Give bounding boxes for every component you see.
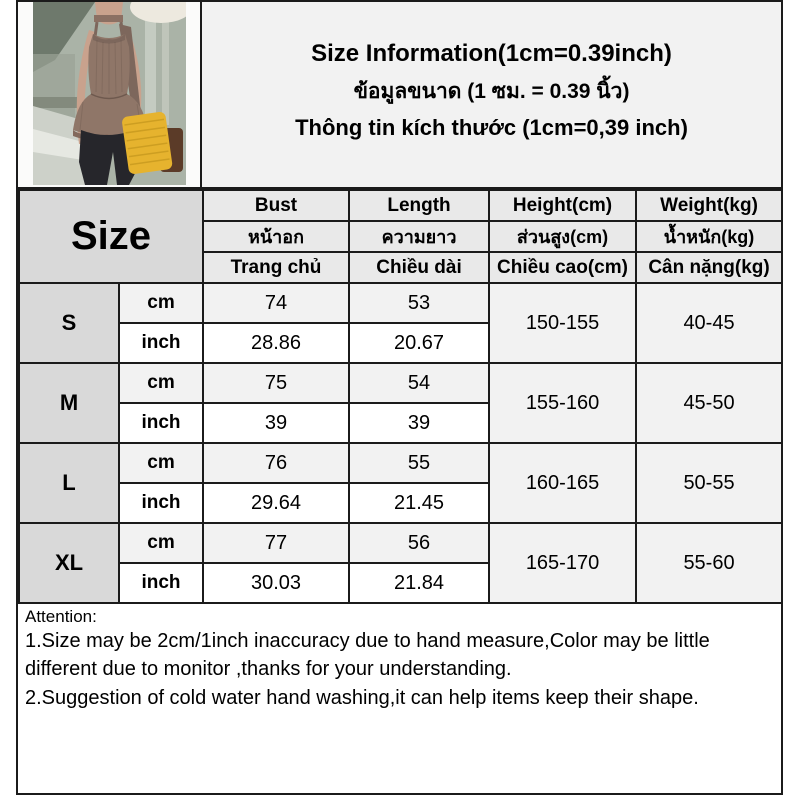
header-length-en: Length (349, 190, 489, 221)
header-height-en: Height(cm) (489, 190, 636, 221)
unit-cm: cm (119, 283, 203, 323)
attention-section (18, 604, 781, 793)
height-range-l: 160-165 (489, 443, 636, 523)
table-row (19, 283, 782, 323)
attention-note-2: 2.Suggestion of cold water hand washing,it can help items keep their shape. (25, 686, 699, 709)
table-row (19, 443, 782, 483)
weight-range-l: 50-55 (636, 443, 782, 523)
header-weight-en: Weight(kg) (636, 190, 782, 221)
unit-cm: cm (119, 443, 203, 483)
header-length-vi: Chiều dài (349, 252, 489, 283)
length-inch-s: 20.67 (349, 323, 489, 363)
table-row (19, 523, 782, 563)
weight-range-m: 45-50 (636, 363, 782, 443)
header-bust-vi: Trang chủ (203, 252, 349, 283)
unit-cm: cm (119, 363, 203, 403)
header-height-th: ส่วนสูง(cm) (489, 221, 636, 252)
length-cm-s: 53 (349, 283, 489, 323)
bust-inch-m: 39 (203, 403, 349, 443)
height-range-xl: 165-170 (489, 523, 636, 603)
header-weight-th: น้ำหนัก(kg) (636, 221, 782, 252)
header-row-english (19, 190, 782, 221)
unit-inch: inch (119, 563, 203, 603)
title-block (202, 2, 781, 187)
header-length-th: ความยาว (349, 221, 489, 252)
size-table (18, 189, 783, 604)
header-height-vi: Chiều cao(cm) (489, 252, 636, 283)
bust-cm-m: 75 (203, 363, 349, 403)
title-english: Size Information(1cm=0.39inch) (311, 40, 672, 67)
length-inch-l: 21.45 (349, 483, 489, 523)
size-label-s: S (19, 283, 119, 363)
header-bust-en: Bust (203, 190, 349, 221)
bust-inch-l: 29.64 (203, 483, 349, 523)
title-thai: ข้อมูลขนาด (1 ซม. = 0.39 นิ้ว) (353, 80, 630, 103)
height-range-s: 150-155 (489, 283, 636, 363)
table-row (19, 363, 782, 403)
height-range-m: 155-160 (489, 363, 636, 443)
unit-inch: inch (119, 483, 203, 523)
length-cm-xl: 56 (349, 523, 489, 563)
bust-cm-xl: 77 (203, 523, 349, 563)
weight-range-xl: 55-60 (636, 523, 782, 603)
bust-cm-s: 74 (203, 283, 349, 323)
length-inch-xl: 21.84 (349, 563, 489, 603)
header-weight-vi: Cân nặng(kg) (636, 252, 782, 283)
unit-inch: inch (119, 403, 203, 443)
title-vietnamese: Thông tin kích thước (1cm=0,39 inch) (295, 115, 688, 140)
product-photo-illustration (33, 2, 186, 185)
size-label-l: L (19, 443, 119, 523)
top-section (18, 2, 781, 189)
attention-heading: Attention: (25, 607, 97, 626)
product-photo (18, 2, 202, 187)
size-info-sheet (16, 0, 783, 795)
size-corner-cell: Size (19, 190, 203, 283)
header-bust-th: หน้าอก (203, 221, 349, 252)
unit-inch: inch (119, 323, 203, 363)
length-inch-m: 39 (349, 403, 489, 443)
bust-inch-s: 28.86 (203, 323, 349, 363)
length-cm-m: 54 (349, 363, 489, 403)
attention-note-1: 1.Size may be 2cm/1inch inaccuracy due to hand measure,Color may be little different due to monitor ,thanks for your understanding. (25, 630, 710, 681)
unit-cm: cm (119, 523, 203, 563)
size-label-xl: XL (19, 523, 119, 603)
bust-inch-xl: 30.03 (203, 563, 349, 603)
weight-range-s: 40-45 (636, 283, 782, 363)
bust-cm-l: 76 (203, 443, 349, 483)
size-label-m: M (19, 363, 119, 443)
length-cm-l: 55 (349, 443, 489, 483)
